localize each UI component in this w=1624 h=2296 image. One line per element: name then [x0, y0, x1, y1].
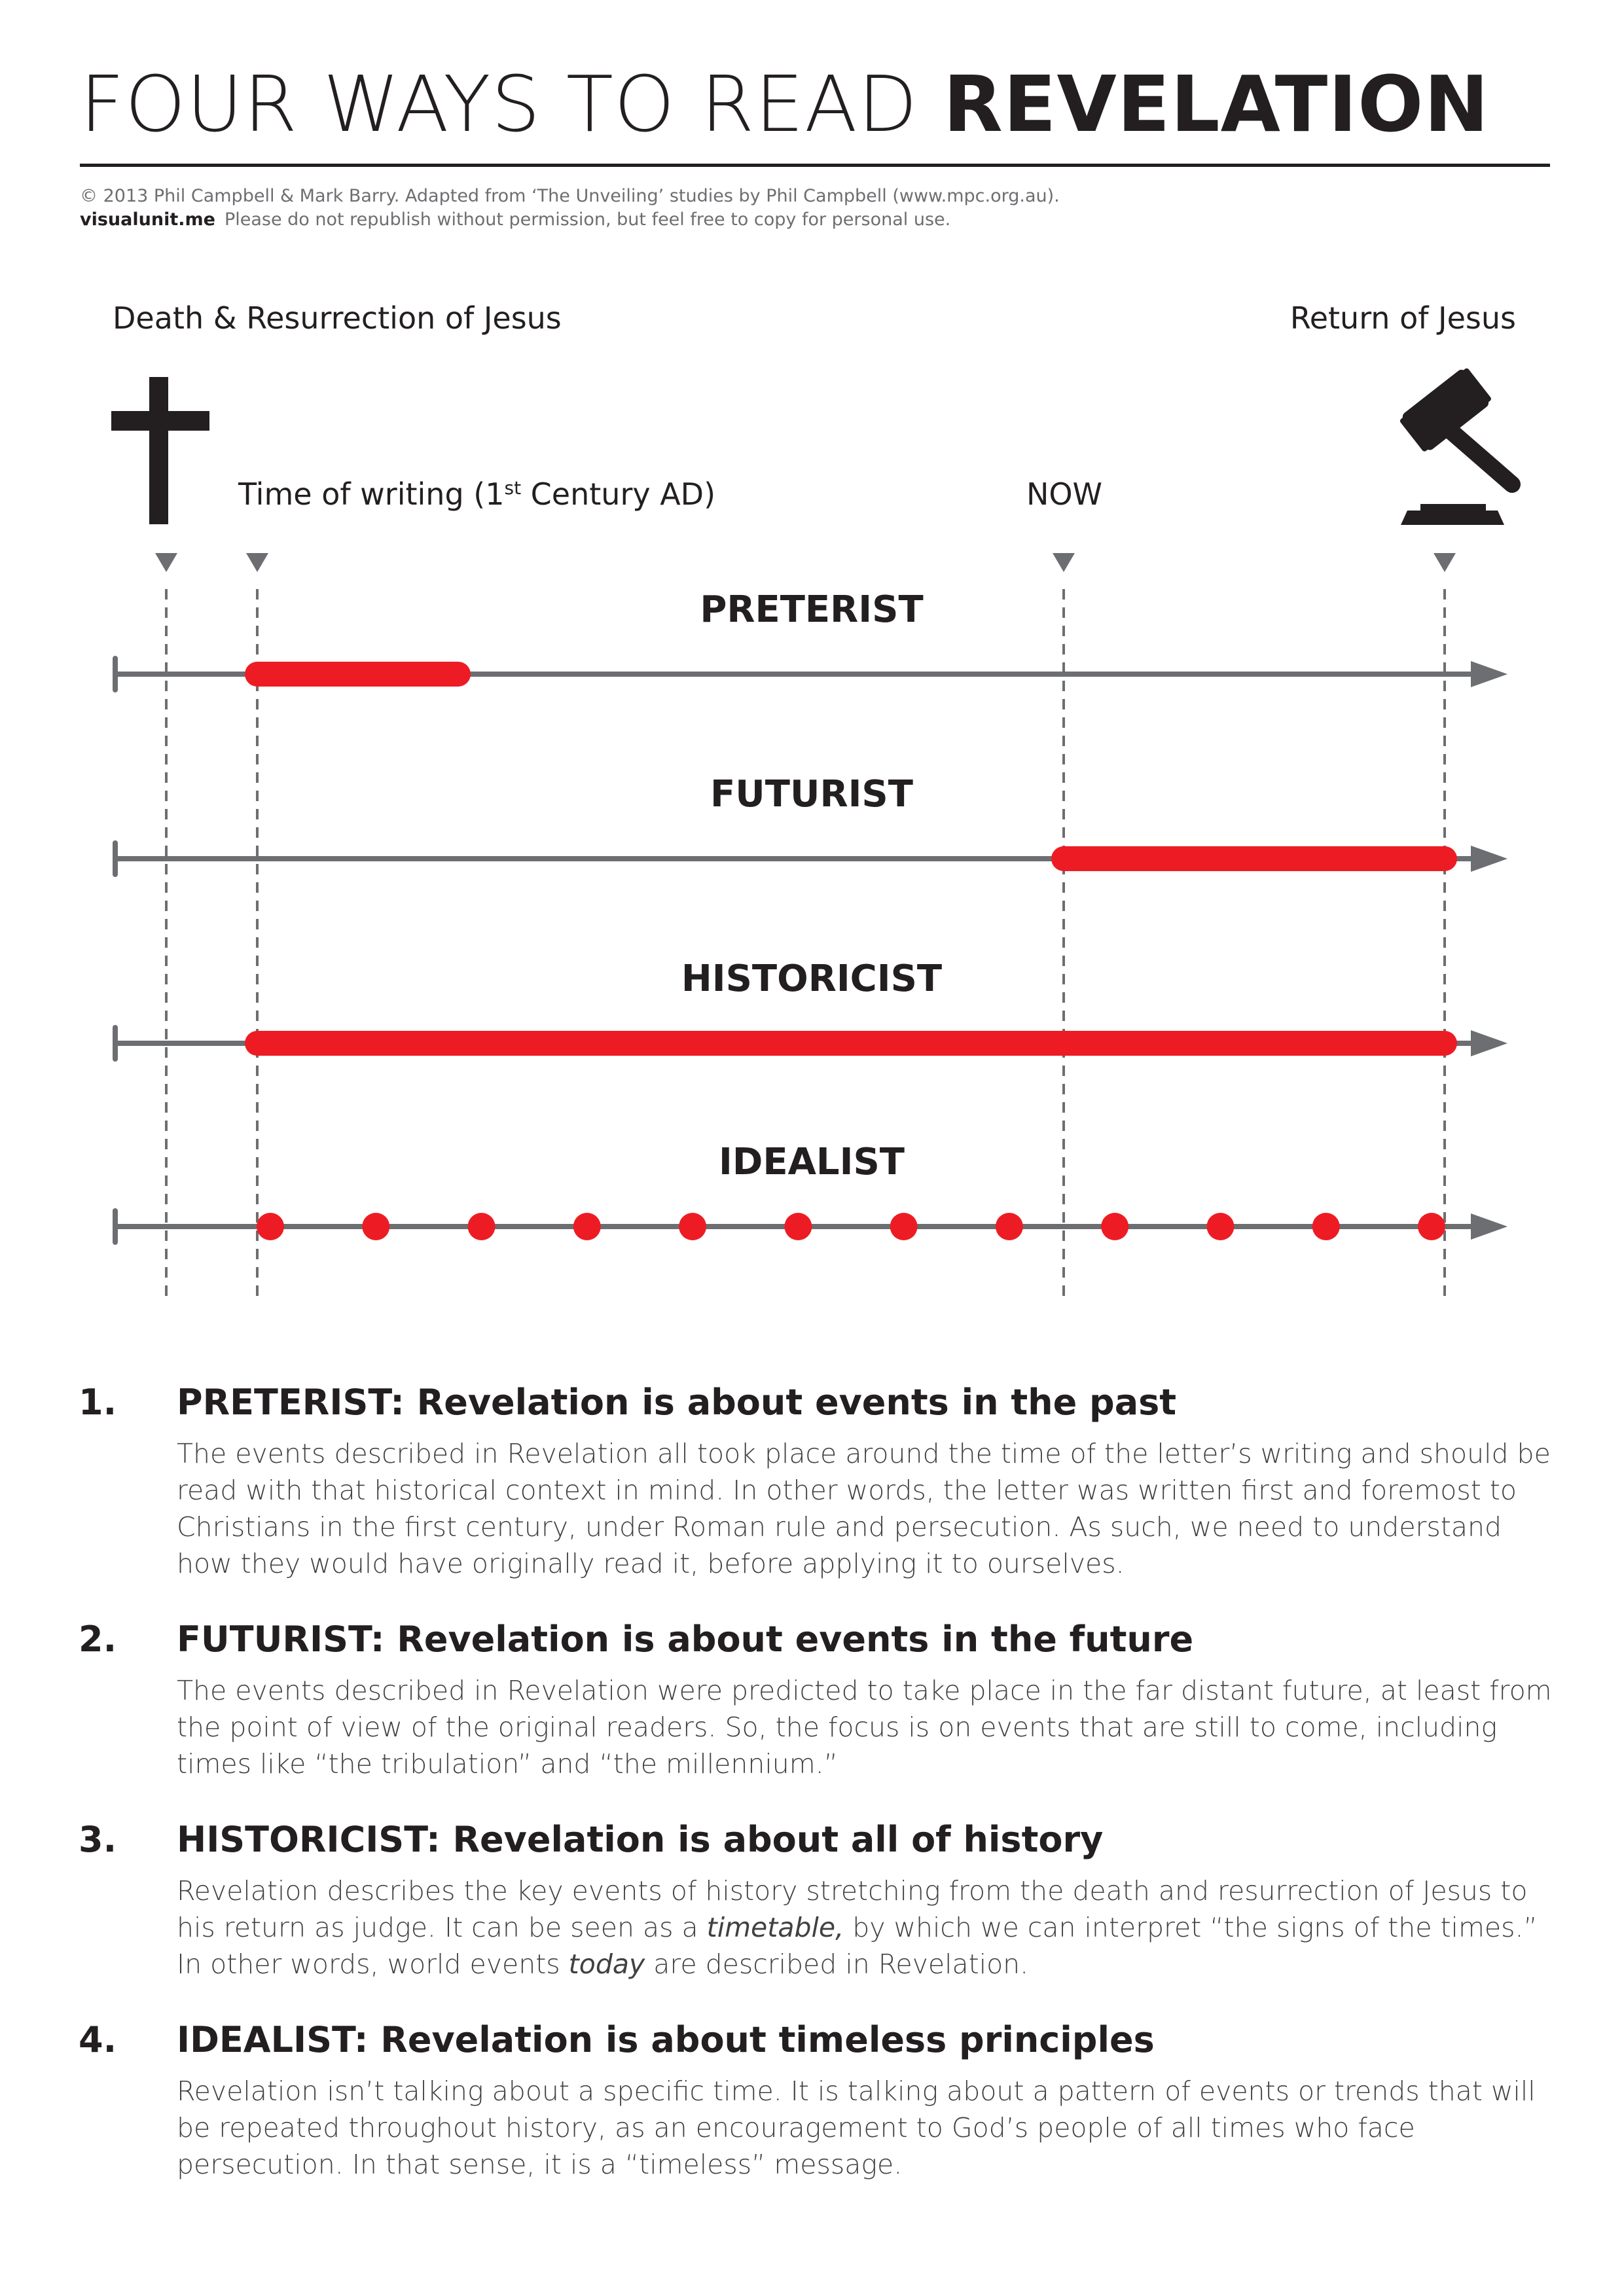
credit-line: © 2013 Phil Campbell & Mark Barry. Adapted from ‘The Unveiling’ studies by Phil Campbell (www.mpc.org.au). — [80, 186, 1060, 206]
marker-arrow-death — [155, 553, 177, 572]
cross-icon — [111, 377, 209, 524]
marker-label-now: NOW — [1026, 476, 1103, 512]
timeline-row-idealist — [115, 1141, 1507, 1242]
highlight-dot — [1206, 1213, 1234, 1240]
row-title: FUTURIST — [710, 773, 913, 816]
page-title — [80, 59, 1490, 149]
row-title: IDEALIST — [719, 1141, 905, 1183]
view-item-3 — [0, 1815, 1624, 1982]
highlight-dot — [784, 1213, 812, 1240]
site-name: visualunit.me — [80, 209, 215, 230]
title-light: FOUR WAYS TO READ — [80, 59, 943, 149]
row-title: HISTORICIST — [681, 958, 943, 1000]
views-list — [0, 1378, 1624, 2215]
view-heading: IDEALIST: Revelation is about timeless principles — [177, 2019, 1155, 2060]
view-number: 2. — [79, 1619, 117, 1660]
view-item-1 — [0, 1378, 1624, 1582]
gavel-icon — [1398, 365, 1512, 525]
timeline-row-preterist — [115, 588, 1507, 690]
view-description: Revelation isn’t talking about a specific time. It is talking about a pattern of events or trends that will be repeated throughout history, as an encouragement to God’s people of all times who face persecution. In that sense, it is a “timeless” message. — [177, 2075, 1536, 2180]
view-heading: HISTORICIST: Revelation is about all of history — [177, 1819, 1104, 1860]
marker-arrow-return — [1434, 553, 1456, 572]
highlight-dot — [573, 1213, 601, 1240]
view-description: Revelation describes the key events of history stretching from the death and resurrection of Jesus to his return as judge. It can be seen as a timetable, by which we can interpret “the signs of the times.” In other words, world events today are described in Revelation. — [177, 1875, 1538, 1980]
timeline-row-historicist — [115, 958, 1507, 1059]
view-item-2 — [0, 1615, 1624, 1782]
view-heading: PRETERIST: Revelation is about events in the past — [177, 1382, 1177, 1423]
highlight-dot — [1418, 1213, 1445, 1240]
highlight-dot — [1101, 1213, 1128, 1240]
marker-label-writing: Time of writing (1st Century AD) — [238, 476, 716, 512]
highlight-dot — [257, 1213, 284, 1240]
title-bold: REVELATION — [943, 59, 1490, 149]
highlight-dot — [890, 1213, 918, 1240]
marker-arrow-writing — [246, 553, 268, 572]
highlight-dot — [362, 1213, 389, 1240]
axis-arrowhead — [1471, 1213, 1507, 1240]
timeline-diagram — [0, 281, 1624, 1329]
view-description: The events described in Revelation all took place around the time of the letter’s writing and should be read with that historical context in mind. In other words, the letter was written first and foremost to Christians in the first century, under Roman rule and persecution. As such, we need to understand how they would have originally read it, before applying it to ourselves. — [177, 1438, 1551, 1579]
view-description: The events described in Revelation were predicted to take place in the far distant future, at least from the point of view of the original readers. So, the focus is on events that are still to come, including times like “the tribulation” and “the millennium.” — [177, 1675, 1552, 1780]
highlight-dot — [468, 1213, 496, 1240]
highlight-dot — [996, 1213, 1023, 1240]
view-heading: FUTURIST: Revelation is about events in the future — [177, 1619, 1194, 1660]
marker-label-return: Return of Jesus — [1290, 300, 1516, 336]
permission-line — [80, 208, 950, 231]
timeline-row-futurist — [115, 773, 1507, 874]
view-number: 1. — [79, 1382, 117, 1423]
permission-text: Please do not republish without permission, but feel free to copy for personal use. — [224, 209, 951, 230]
marker-arrow-now — [1053, 553, 1075, 572]
highlight-dot — [1312, 1213, 1340, 1240]
row-title: PRETERIST — [700, 588, 924, 631]
view-number: 4. — [79, 2019, 117, 2060]
axis-arrowhead — [1471, 846, 1507, 872]
axis-arrowhead — [1471, 1030, 1507, 1056]
view-number: 3. — [79, 1819, 117, 1860]
highlight-dot — [679, 1213, 706, 1240]
axis-arrowhead — [1471, 661, 1507, 687]
marker-label-death-resurrection: Death & Resurrection of Jesus — [113, 300, 562, 336]
title-divider — [80, 164, 1550, 167]
view-item-4 — [0, 2015, 1624, 2183]
